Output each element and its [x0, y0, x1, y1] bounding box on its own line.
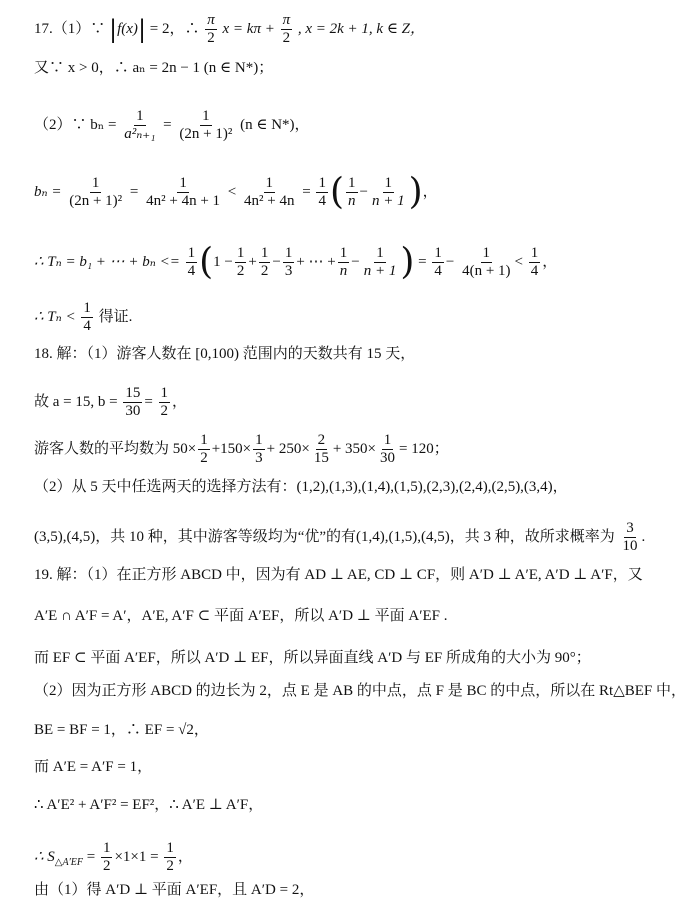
den: 4n² + 4n + 1: [146, 193, 221, 209]
den: n: [339, 263, 348, 279]
num: 1: [530, 245, 539, 261]
num: 1: [284, 245, 293, 261]
num: π: [282, 12, 291, 28]
den: 30: [125, 403, 141, 419]
num: 1: [166, 840, 174, 856]
fraction: [198, 432, 210, 467]
text: bₙ =: [34, 183, 62, 200]
fraction: [144, 175, 222, 210]
num: 1: [339, 245, 348, 261]
num: 1: [102, 840, 111, 856]
paren: (: [329, 171, 344, 213]
den: 4: [318, 193, 326, 209]
p18-line-5: [34, 520, 645, 555]
text: ×1×1 =: [114, 848, 159, 865]
den: 4: [434, 263, 442, 279]
num: 3: [626, 520, 634, 536]
text: =: [86, 848, 96, 865]
p19-line-1: 19. 解：（1）在正方形 ABCD 中，因为有 AD ⊥ AE, CD ⊥ CF，则 A′D ⊥ A′E, A′D ⊥ A′F，又: [34, 567, 643, 583]
fraction: [122, 108, 157, 143]
subscript: △A′EF: [54, 856, 83, 868]
num: 1: [482, 245, 491, 261]
p17-line-5: ∴ Tₙ = b₁ + ⋯ + bₙ <= $\frac{1}{4}$ (1 − $\frac{1}{2}$ + $\frac{1}{2}$ − $\frac{1}{3}$ + ⋯ + $\frac{1}{n}$ − $\frac{1}{n + 1}$ ) = $\frac{1}{4}$ − $\frac{1}{4(n + 1)}$ < $\frac{1}{4}$ ，: [34, 241, 558, 283]
text: ∴ Tₙ <: [34, 308, 76, 325]
paren: (: [199, 241, 214, 283]
num: 15: [125, 385, 141, 401]
abs-bar: |: [137, 15, 147, 44]
den: 3: [255, 450, 263, 466]
fraction: [205, 12, 217, 47]
den: 4: [83, 318, 91, 334]
num: 1: [348, 175, 356, 191]
num: 1: [260, 245, 269, 261]
text: f(x): [117, 20, 138, 37]
fraction: [235, 245, 247, 280]
text: x = kπ +: [222, 20, 275, 37]
num: 1: [383, 432, 392, 448]
fraction: [281, 12, 293, 47]
text: 1 −: [213, 253, 233, 270]
num: 1: [179, 175, 187, 191]
paren: ): [400, 241, 415, 283]
text: + 350×: [332, 440, 376, 457]
den: 2: [160, 403, 169, 419]
fraction: [460, 245, 512, 280]
num: 1: [200, 432, 208, 448]
text: 游客人数的平均数为 50×: [34, 440, 197, 457]
fraction: [283, 245, 295, 280]
fraction: [159, 385, 171, 420]
den: n: [348, 193, 356, 209]
den: n + 1: [363, 263, 397, 279]
text: .: [641, 528, 646, 545]
fraction: [67, 175, 124, 210]
fraction: [621, 520, 640, 555]
text: （2）∵ bₙ =: [34, 116, 117, 133]
p17-line-3: （2）∵ bₙ = $\frac{1}{\text{a²ₙ₊₁}}$ = $\frac{1}{\text{(2n + 1)²}}$ (n ∈ N*)，: [34, 108, 310, 142]
fraction: [186, 245, 198, 280]
den: 4(n + 1): [462, 263, 511, 279]
den: 2: [102, 858, 111, 874]
num: 1: [255, 432, 263, 448]
fraction: [338, 245, 350, 280]
num: 1: [202, 108, 210, 124]
text: (3,5),(4,5)，共 10 种，其中游客等级均为“优”的有(1,4),(1,5),(4,5)，共 3 种，故所求概率为: [34, 528, 615, 545]
text: = 2，∴: [149, 20, 200, 37]
p19-line-3: 而 EF ⊂ 平面 A′EF，所以 A′D ⊥ EF，所以异面直线 A′D 与 EF 所成角的大小为 90°；: [34, 650, 591, 666]
abs-bar: |: [109, 15, 118, 44]
fraction: [316, 175, 328, 210]
num: 1: [376, 245, 384, 261]
text: ，: [177, 848, 193, 865]
den: 15: [313, 450, 329, 466]
num: 1: [187, 245, 196, 261]
p18-line-2: 故 a = 15, b = $\frac{15}{30}$ = $\frac{1}{2}$ ，: [34, 385, 188, 419]
text: (n ∈ N*)，: [240, 116, 310, 133]
text: , x = 2k + 1, k ∈ Z，: [297, 20, 426, 37]
text: 故 a = 15, b =: [34, 393, 118, 410]
text: ，: [172, 393, 188, 410]
p19-line-4: （2）因为正方形 ABCD 的边长为 2，点 E 是 AB 的中点，点 F 是 BC 的中点，所以在 Rt△BEF 中，: [34, 683, 686, 699]
text: = 120；: [398, 440, 449, 457]
fraction: [432, 245, 444, 280]
text: 得证.: [98, 308, 133, 325]
p19-line-8: [34, 840, 193, 875]
fraction: [259, 245, 271, 280]
fraction: [529, 245, 541, 280]
p18-line-3: [34, 432, 449, 467]
fraction: [370, 175, 407, 210]
num: 1: [434, 245, 442, 261]
den: 30: [379, 450, 395, 466]
fraction: [242, 175, 296, 210]
fraction: [346, 175, 358, 210]
den: 2: [200, 450, 208, 466]
p19-line-7: ∴ A′E² + A′F² = EF²，∴ A′E ⊥ A′F，: [34, 797, 264, 813]
num: 1: [265, 175, 273, 191]
den: (2n + 1)²: [179, 126, 233, 142]
fraction: [312, 432, 331, 467]
fraction: [164, 840, 176, 875]
den: (2n + 1)²: [69, 193, 123, 209]
p17-line-1: [34, 12, 425, 47]
p17-line-2: 又∵ x > 0，∴ aₙ = 2n − 1 (n ∈ N*)；: [34, 60, 274, 76]
num: 1: [236, 245, 245, 261]
fraction: [101, 840, 113, 875]
text: + ⋯ +: [296, 253, 336, 270]
num: 1: [318, 175, 326, 191]
den: 2: [260, 263, 269, 279]
text: ∴ Tₙ = b₁ + ⋯ + bₙ <=: [34, 253, 180, 270]
den: a²ₙ₊₁: [124, 126, 156, 142]
num: 1: [384, 175, 393, 191]
den: 4n² + 4n: [244, 193, 295, 209]
fraction: [123, 385, 142, 420]
den: 2: [282, 30, 291, 46]
p19-line-2: A′E ∩ A′F = A′，A′E, A′F ⊂ 平面 A′EF，所以 A′D ⊥ 平面 A′EF .: [34, 608, 448, 624]
paren: ): [408, 171, 423, 213]
text: +150×: [211, 440, 252, 457]
p17-line-6: [34, 300, 132, 335]
num: 1: [160, 385, 169, 401]
p19-line-9: 由（1）得 A′D ⊥ 平面 A′EF，且 A′D = 2，: [34, 882, 315, 898]
fraction: [378, 432, 397, 467]
text: ∴ S: [34, 848, 55, 865]
num: 1: [91, 175, 100, 191]
fraction: [177, 108, 234, 143]
den: 2: [166, 858, 174, 874]
p19-line-6: 而 A′E = A′F = 1，: [34, 759, 153, 775]
p19-line-5: BE = BF = 1，∴ EF = √2，: [34, 722, 209, 738]
text: + 250×: [266, 440, 310, 457]
den: 2: [207, 30, 215, 46]
fraction: [81, 300, 93, 335]
num: π: [207, 12, 215, 28]
den: 4: [530, 263, 539, 279]
p18-line-4: （2）从 5 天中任选两天的选择方法有：(1,2),(1,3),(1,4),(1,5),(2,3),(2,4),(2,5),(3,4)，: [34, 479, 568, 495]
den: 3: [284, 263, 293, 279]
num: 2: [317, 432, 326, 448]
text: ，: [542, 253, 558, 270]
fraction: [362, 245, 399, 280]
p18-line-1: 18. 解：（1）游客人数在 [0,100) 范围内的天数共有 15 天，: [34, 346, 416, 362]
num: 1: [136, 108, 144, 124]
text: 17.（1）∵: [34, 20, 106, 37]
den: 10: [622, 538, 638, 554]
p17-line-4: bₙ = $\frac{1}{\text{(2n + 1)²}}$ = $\frac{1}{\text{4n² + 4n + 1}}$ < $\frac{1}{\text{4n² + 4n}}$ = $\frac{1}{4}$ ( $\frac{1}{n}$ − $\frac{1}{n + 1}$ )，: [34, 171, 438, 213]
den: 2: [236, 263, 245, 279]
den: 4: [187, 263, 196, 279]
fraction: [253, 432, 265, 467]
num: 1: [83, 300, 91, 316]
den: n + 1: [371, 193, 405, 209]
text: ，: [422, 183, 438, 200]
